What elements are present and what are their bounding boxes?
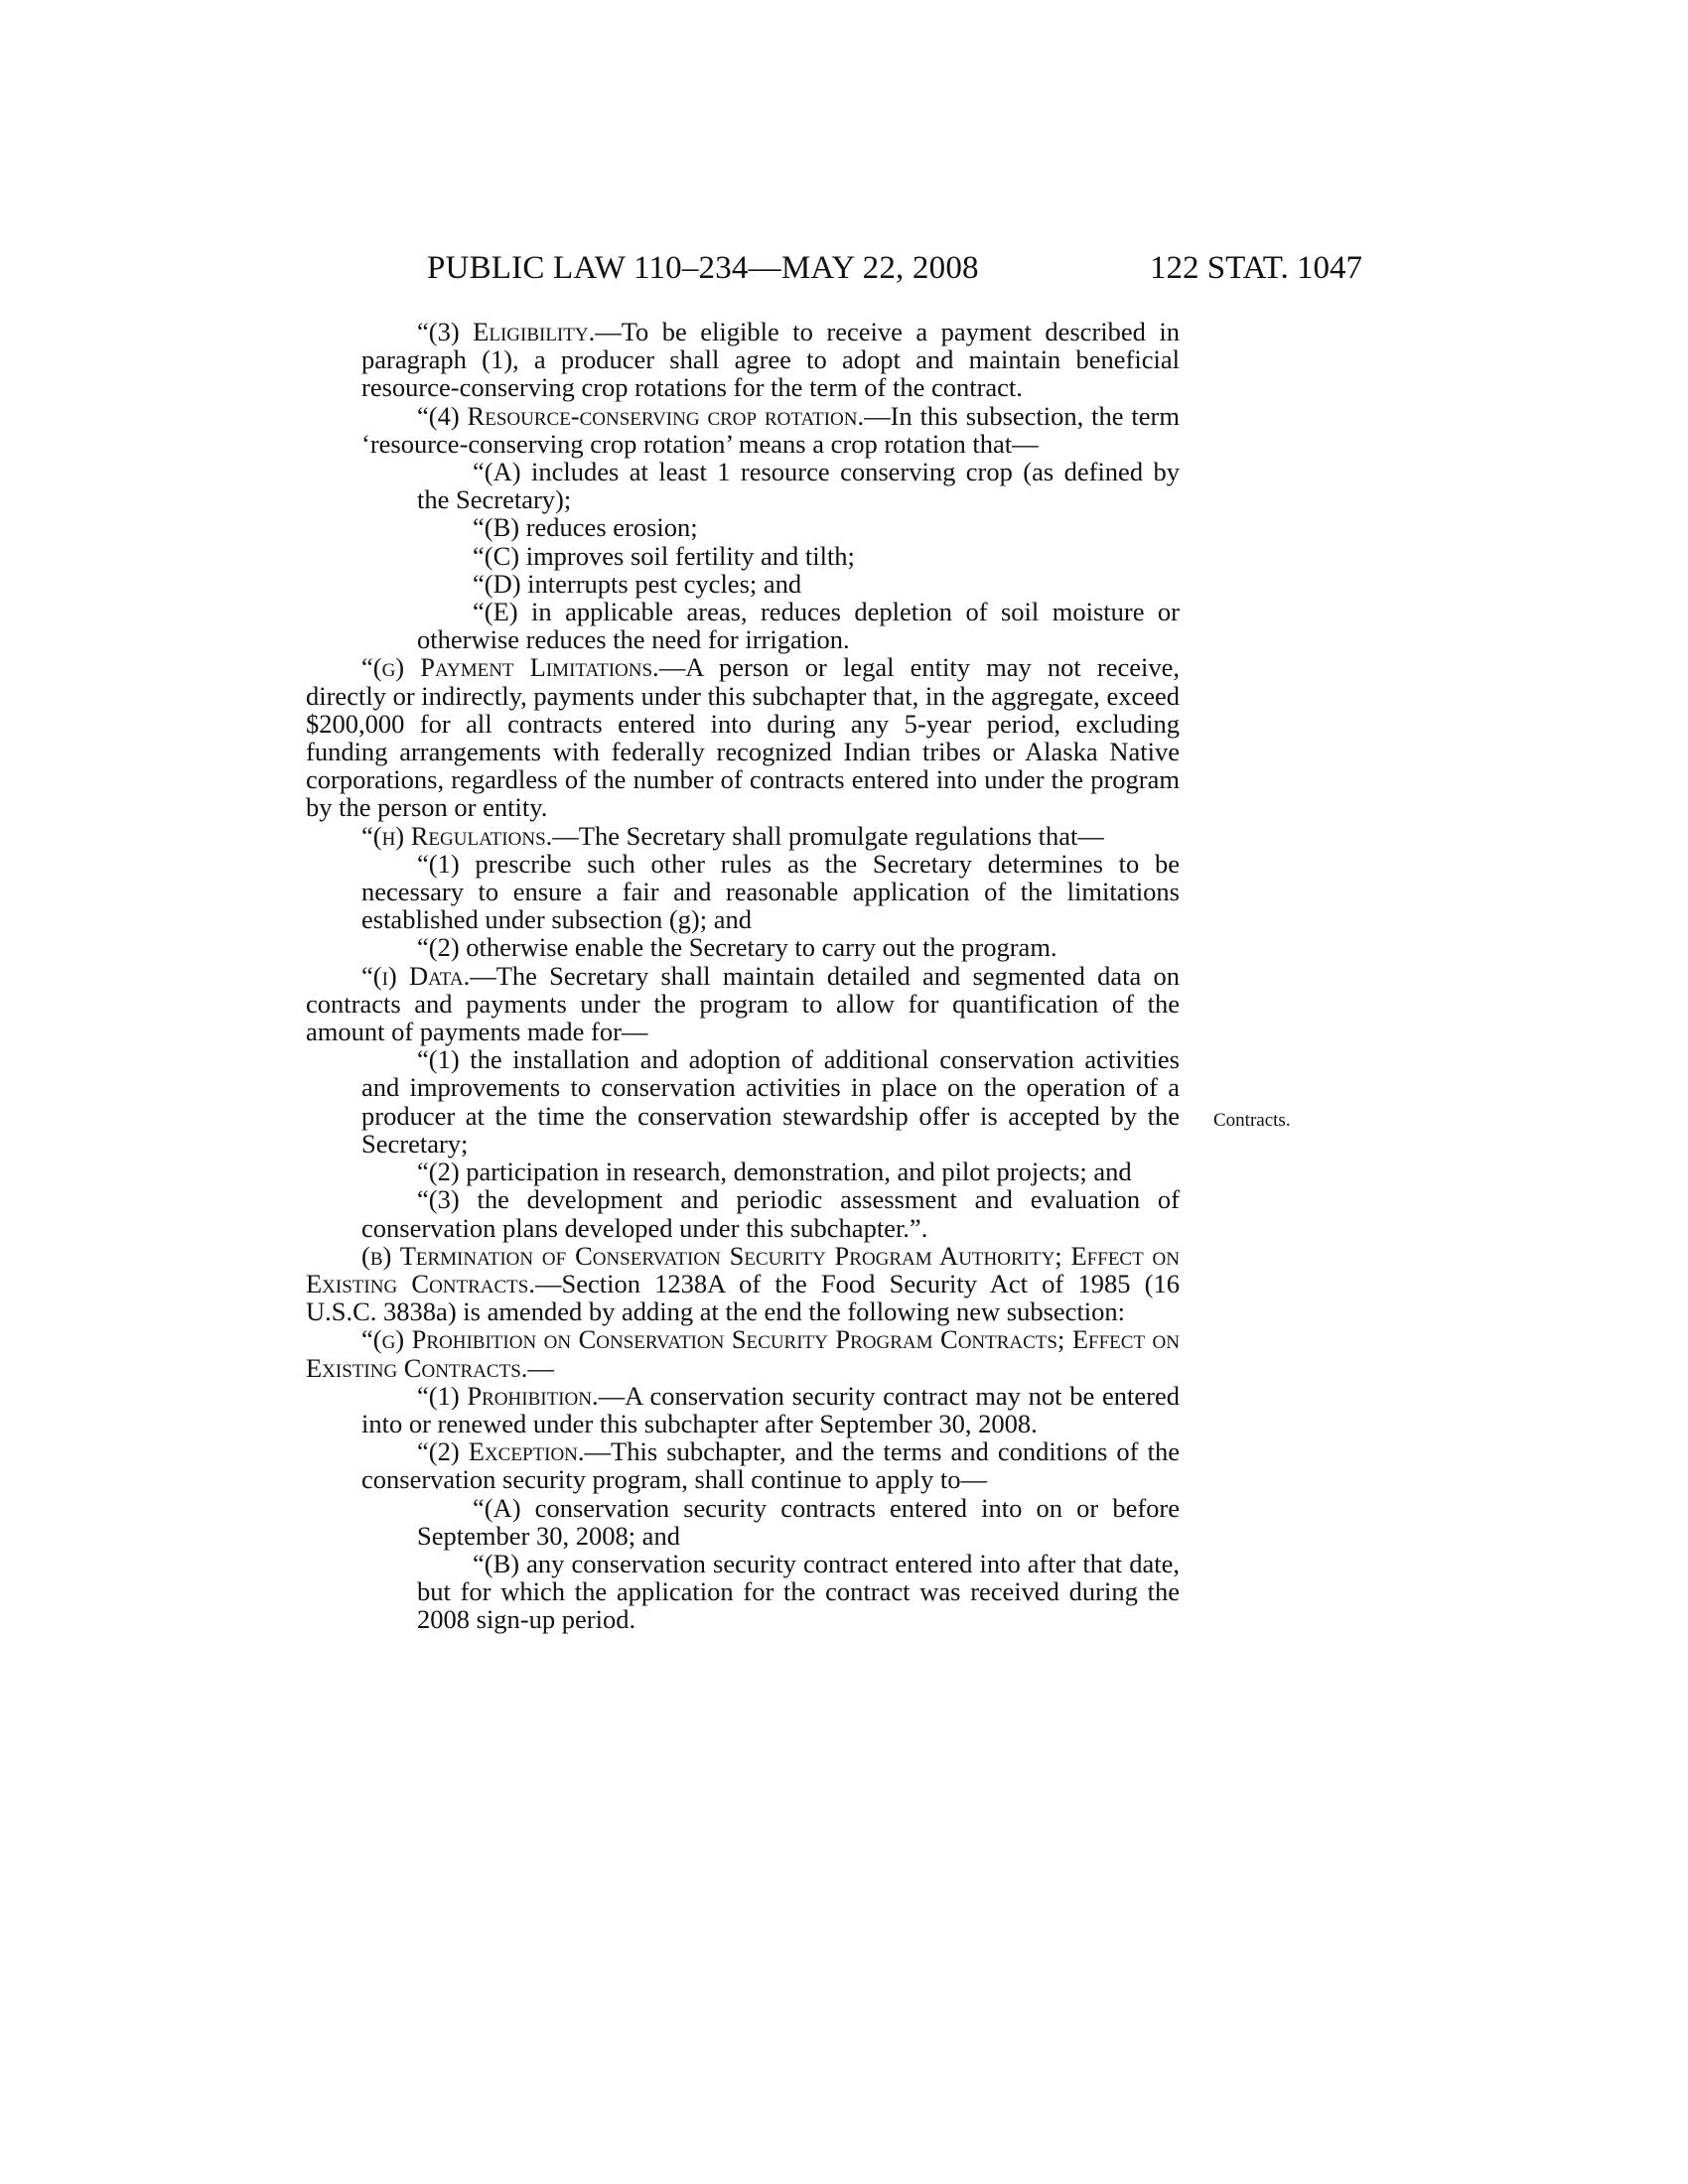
clause-c <box>306 542 1180 570</box>
paragraph-text: “(A) includes at least 1 resource conserving crop (as defined by the Secretary); <box>417 457 1180 515</box>
exception-clause-a <box>306 1494 1180 1550</box>
paragraph-heading: “(g) Prohibition on Conservation Security Program Contracts; Effect on Existing Contracts. <box>306 1324 1180 1383</box>
paragraph-text: “(1) prescribe such other rules as the Secretary determines to be necessary to ensure a fair and reasonable application of the limitations established under subsection (g); and <box>361 848 1180 935</box>
paragraph-prohibition <box>306 1382 1180 1437</box>
paragraph-text: —Section 1238A of the Food Security Act of 1985 (16 U.S.C. 3838a) is amended by adding at the end the following new subsection: <box>306 1268 1180 1327</box>
paragraph-heading: “(g) Payment Limitations. <box>361 652 659 683</box>
paragraph-text: —The Secretary shall maintain detailed and segmented data on contracts and payments under the program to allow for quantification of the amount of payments made for— <box>306 960 1181 1047</box>
paragraph-heading: “(1) Prohibition. <box>417 1380 599 1411</box>
paragraph-heading: “(i) Data. <box>361 960 471 991</box>
page-header-title: PUBLIC LAW 110–234—MAY 22, 2008 <box>427 250 979 286</box>
data-item-2 <box>306 1158 1180 1185</box>
paragraph-text: —To be eligible to receive a payment described in paragraph (1), a producer shall agree to adopt and maintain beneficial resource-conserving crop rotations for the term of the contract. <box>361 317 1180 403</box>
subsection-prohibition-heading <box>306 1325 1180 1381</box>
data-item-3 <box>306 1185 1180 1241</box>
paragraph-text: “(A) conservation security contracts entered into on or before September 30, 2008; and <box>417 1492 1180 1551</box>
paragraph-text: “(C) improves soil fertility and tilth; <box>473 540 855 571</box>
paragraph-text: “(2) participation in research, demonstration, and pilot projects; and <box>417 1157 1132 1187</box>
paragraph-text: —The Secretary shall promulgate regulations that— <box>552 820 1104 851</box>
paragraph-heading: “(h) Regulations. <box>361 820 553 851</box>
statute-body <box>306 318 1180 1634</box>
page-header-stat: 122 STAT. 1047 <box>1150 250 1363 286</box>
paragraph-text: “(B) reduces erosion; <box>473 512 698 543</box>
data-item-1 <box>306 1045 1180 1158</box>
paragraph-text: —This subchapter, and the terms and conditions of the conservation security program, shall continue to apply to— <box>361 1436 1180 1495</box>
paragraph-text: —A person or legal entity may not receive, directly or indirectly, payments under this subchapter that, in the aggregate, exceed $200,000 for all contracts entered into during any 5-year period, excluding funding arrangements with federally recognized Indian tribes or Alaska Native corporations, regardless of the number of contracts entered into under the program by the person or entity. <box>306 652 1180 823</box>
margin-note: Contracts. <box>1213 1110 1291 1131</box>
paragraph-text: “(2) otherwise enable the Secretary to carry out the program. <box>417 932 1057 963</box>
paragraph-heading: “(4) Resource-conserving crop rotation. <box>417 400 865 431</box>
clause-a <box>306 458 1180 513</box>
paragraph-text: “(E) in applicable areas, reduces depletion of soil moisture or otherwise reduces the need for irrigation. <box>417 597 1180 655</box>
subsection-regulations <box>306 822 1180 850</box>
paragraph-eligibility <box>306 318 1180 402</box>
paragraph-text: “(3) the development and periodic assessment and evaluation of conservation plans developed under this subchapter.”. <box>361 1184 1180 1243</box>
paragraph-text: “(B) any conservation security contract entered into after that date, but for which the application for the contract was received during the 2008 sign-up period. <box>417 1548 1180 1635</box>
paragraph-heading: “(2) Exception. <box>417 1436 585 1467</box>
paragraph-exception <box>306 1437 1180 1493</box>
subsection-payment-limitations <box>306 653 1180 821</box>
subsection-data <box>306 962 1180 1046</box>
subsection-termination <box>306 1242 1180 1326</box>
regulations-item-1 <box>306 850 1180 934</box>
paragraph-heading: “(3) Eligibility. <box>417 317 596 346</box>
paragraph-resource-conserving-crop-rotation <box>306 402 1180 458</box>
regulations-item-2 <box>306 933 1180 961</box>
paragraph-text: —In this subsection, the term ‘resource-conserving crop rotation’ means a crop rotation that— <box>361 400 1180 459</box>
paragraph-text: —A conservation security contract may not be entered into or renewed under this subchapter after September 30, 2008. <box>361 1380 1180 1438</box>
clause-d <box>306 570 1180 598</box>
paragraph-text: “(D) interrupts pest cycles; and <box>473 568 802 599</box>
clause-e <box>306 598 1180 653</box>
paragraph-text: — <box>527 1352 554 1383</box>
paragraph-heading: (b) Termination of Conservation Security Program Authority; Effect on Existing Contracts. <box>306 1240 1180 1298</box>
exception-clause-b <box>306 1550 1180 1634</box>
clause-b <box>306 513 1180 541</box>
paragraph-text: “(1) the installation and adoption of additional conservation activities and improvements to conservation activities in place on the operation of a producer at the time the conservation stewardship offer is accepted by the Secretary; <box>361 1044 1180 1159</box>
